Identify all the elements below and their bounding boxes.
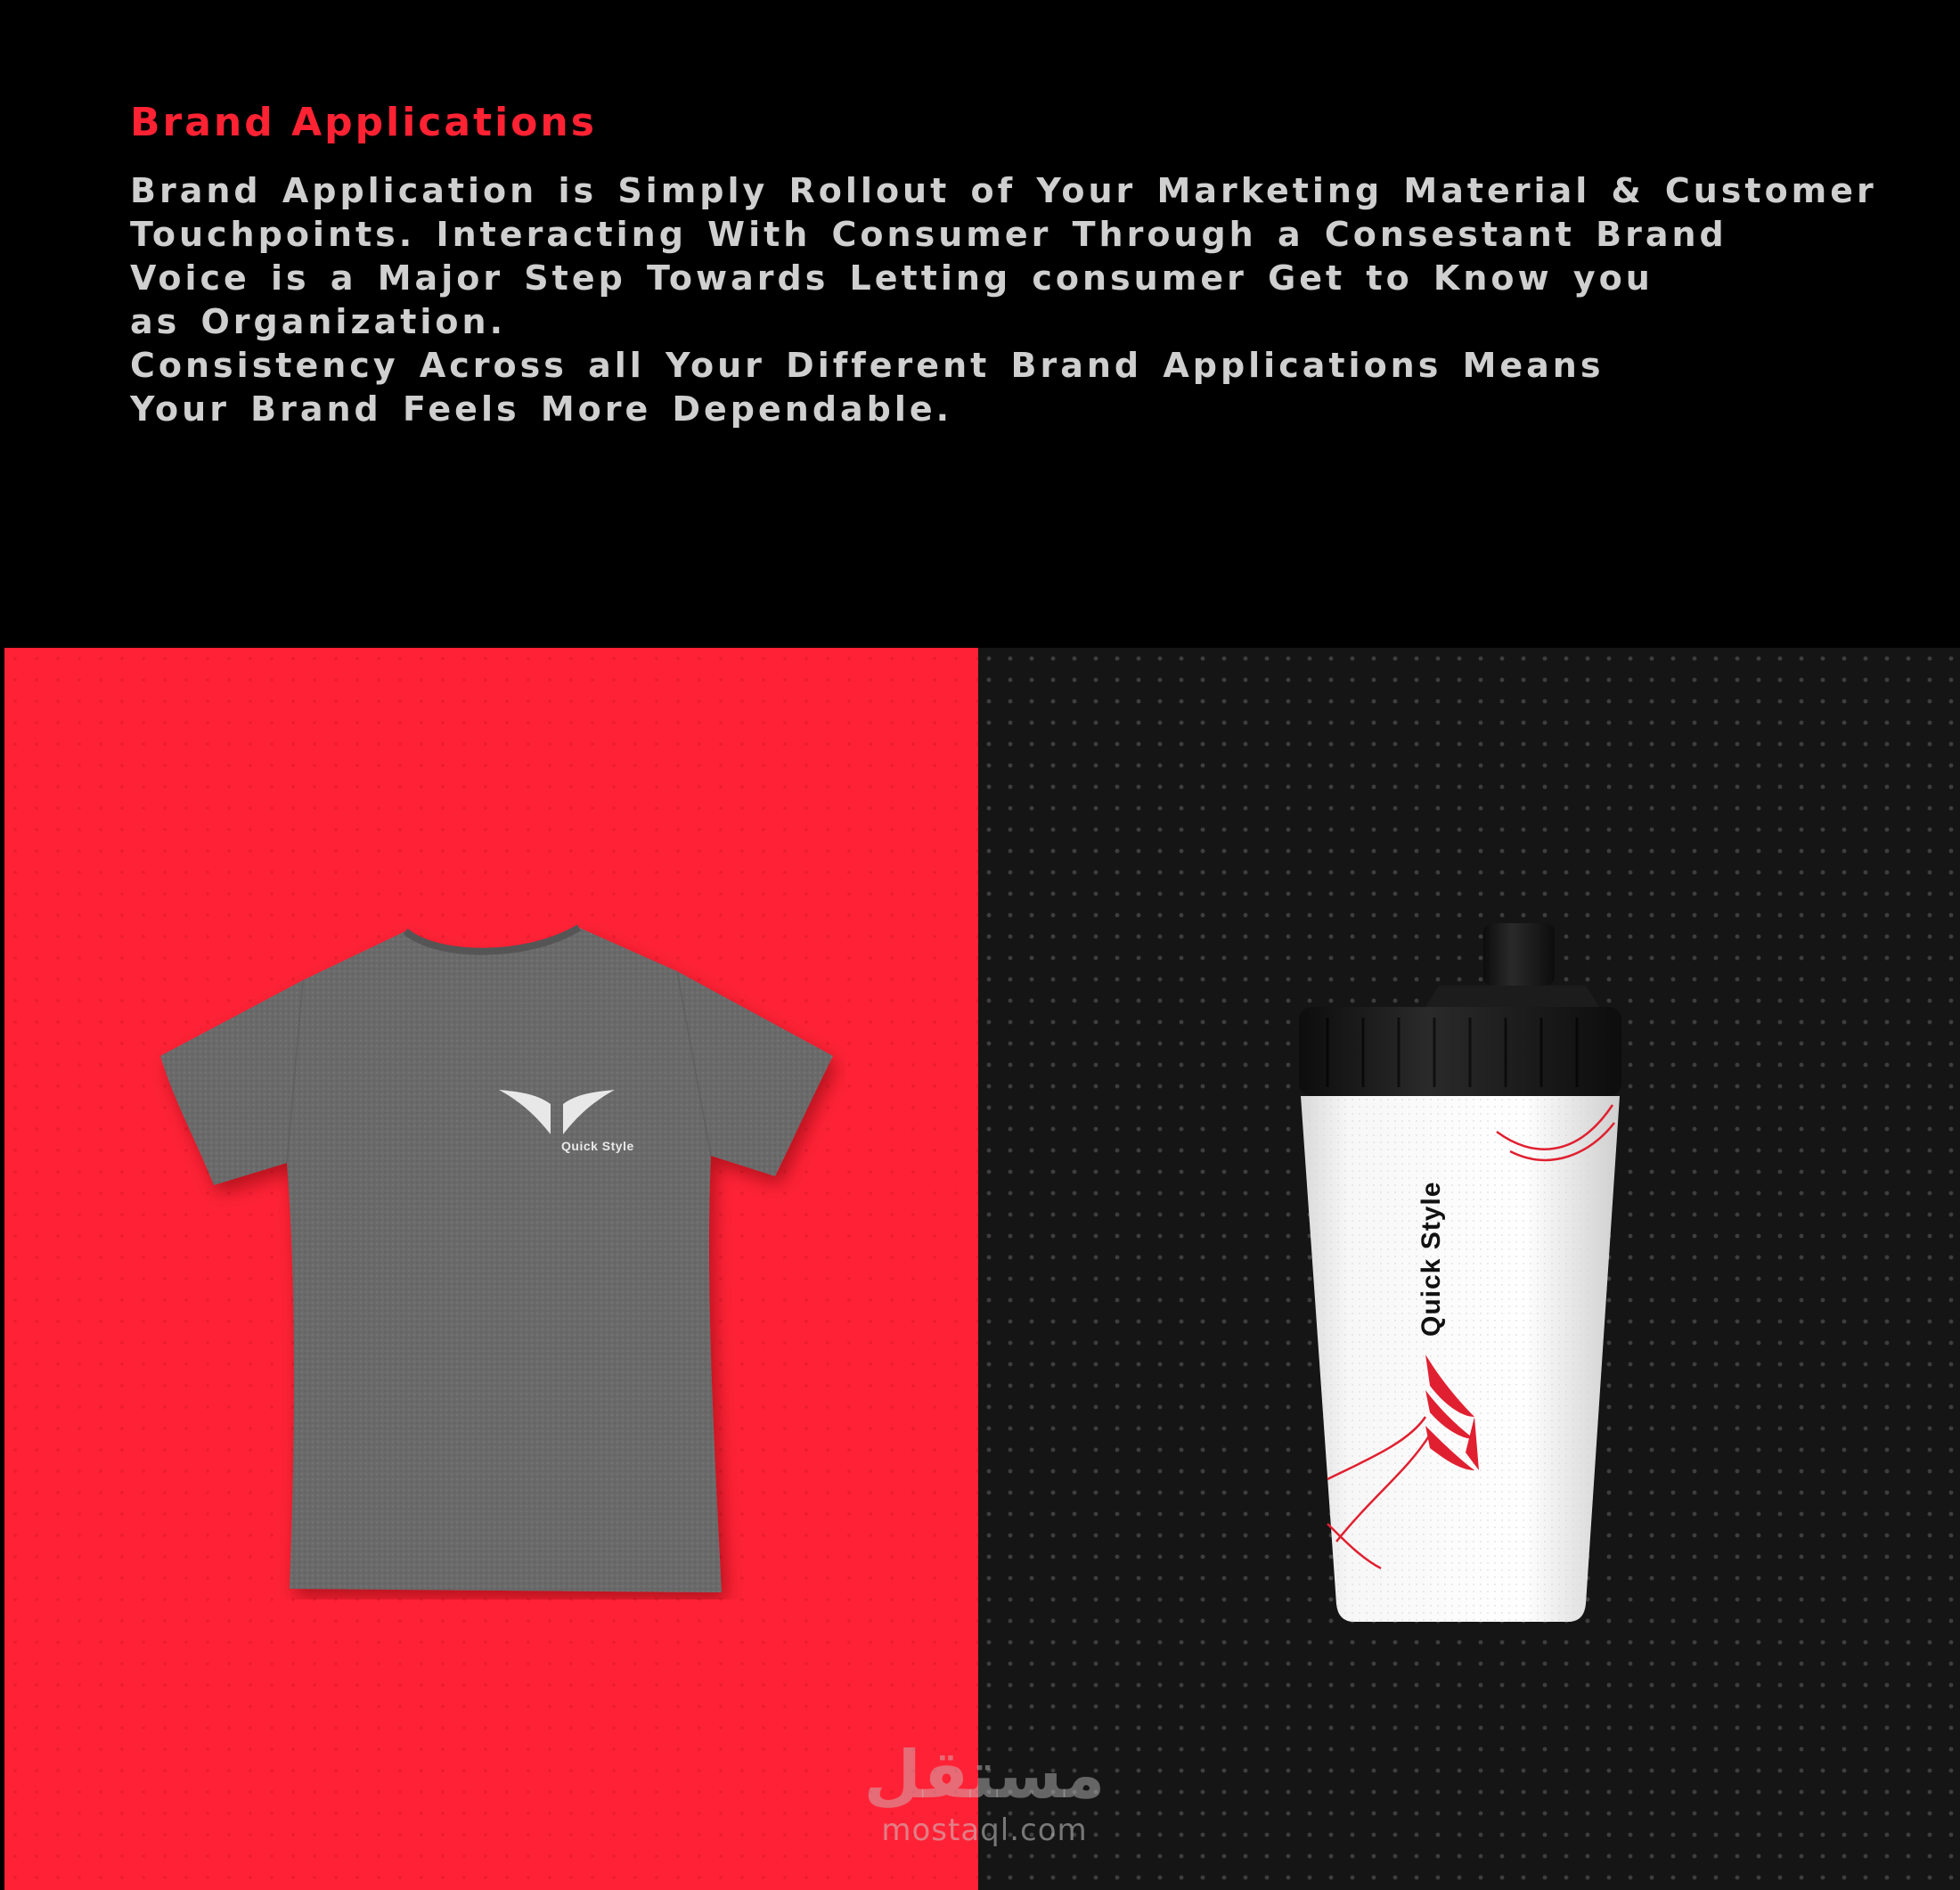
tshirt-mockup (151, 922, 846, 1600)
shaker-mockup (1292, 918, 1630, 1631)
description-line: as Organization. (130, 302, 507, 341)
tshirt-brand-text: Quick Style (561, 1139, 634, 1153)
watermark-latin-text: mostaql.com (881, 1812, 1088, 1848)
shaker-image (1292, 918, 1630, 1631)
description-line: Your Brand Feels More Dependable. (130, 389, 953, 429)
tshirt-image (151, 922, 846, 1600)
header-section (130, 96, 1877, 431)
description-line: Consistency Across all Your Different Brand Applications Means (130, 346, 1605, 385)
shaker-brand-text: Quick Style (1417, 1181, 1446, 1337)
watermark-block (855, 1738, 1114, 1848)
watermark-arabic-text: مستقل (863, 1737, 1106, 1813)
section-heading: Brand Applications (130, 100, 597, 145)
description-line: Voice is a Major Step Towards Letting consumer Get to Know you (130, 258, 1654, 298)
description-line: Touchpoints. Interacting With Consumer Through a Consestant Brand (130, 215, 1727, 254)
shaker-lid (1299, 1007, 1621, 1096)
shaker-cap (1483, 923, 1555, 986)
description-line: Brand Application is Simply Rollout of Your Marketing Material & Customer (130, 171, 1877, 210)
